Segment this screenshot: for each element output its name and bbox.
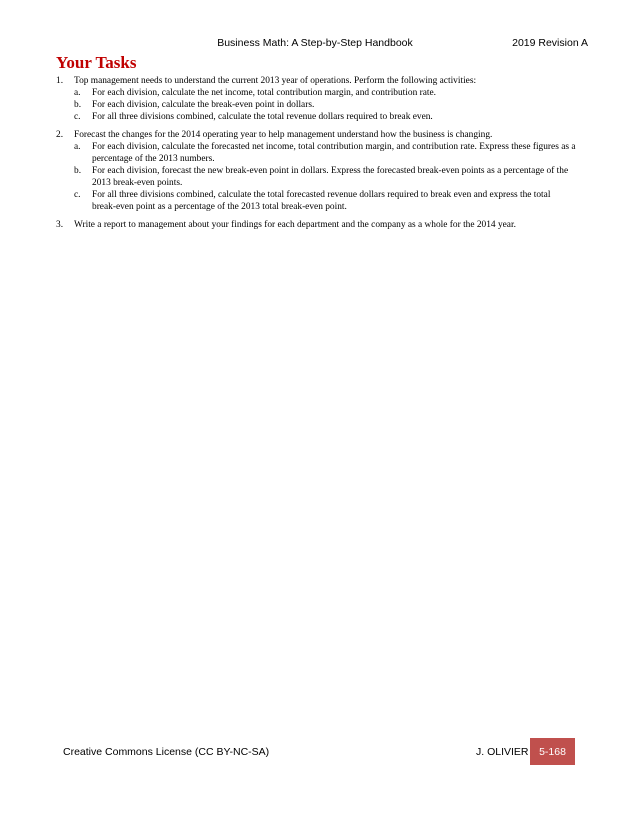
task-item [56, 219, 576, 231]
subtask-text: For each division, calculate the break-even point in dollars. [92, 100, 315, 110]
subtask-item [74, 165, 576, 189]
task-text: Write a report to management about your findings for each department and the company as a whole for the 2014 year. [74, 220, 516, 230]
book-title: Business Math: A Step-by-Step Handbook [217, 37, 413, 49]
subtask-item [74, 141, 576, 165]
task-item [56, 75, 576, 123]
task-text: Top management needs to understand the current 2013 year of operations. Perform the following activities: [74, 76, 477, 86]
task-number: 3. [56, 220, 64, 230]
section-title: Your Tasks [56, 53, 137, 72]
revision-label: 2019 Revision A [512, 37, 588, 49]
subtask-item [74, 99, 576, 111]
subtask-text: For each division, forecast the new break-even point in dollars. Express the forecasted break-even points as a percentage of the 2013 break-even points. [92, 166, 569, 188]
subtask-text: For all three divisions combined, calculate the total revenue dollars required to break even. [92, 112, 433, 122]
author-name: J. OLIVIER [476, 746, 529, 758]
task-number: 2. [56, 130, 64, 140]
subtask-letter: c. [74, 190, 81, 200]
subtask-letter: b. [74, 100, 82, 110]
subtask-item [74, 87, 576, 99]
subtask-letter: a. [74, 142, 81, 152]
task-item [56, 129, 576, 213]
subtask-text: For each division, calculate the forecasted net income, total contribution margin, and contribution rate. Express these figures as a percentage of the 2013 numbers. [92, 142, 576, 164]
page-number-badge: 5-168 [530, 738, 575, 765]
subtask-item [74, 189, 576, 213]
task-list [56, 75, 576, 237]
subtask-letter: c. [74, 112, 81, 122]
subtask-letter: a. [74, 88, 81, 98]
subtask-item [74, 111, 576, 123]
subtask-letter: b. [74, 166, 82, 176]
subtask-text: For each division, calculate the net income, total contribution margin, and contribution rate. [92, 88, 436, 98]
license-text: Creative Commons License (CC BY-NC-SA) [63, 746, 270, 758]
subtask-text: For all three divisions combined, calculate the total forecasted revenue dollars required to break even and express the total break-even point as a percentage of the 2013 total break-even point. [92, 190, 551, 212]
task-text: Forecast the changes for the 2014 operating year to help management understand how the business is changing. [74, 130, 493, 140]
task-number: 1. [56, 76, 64, 86]
